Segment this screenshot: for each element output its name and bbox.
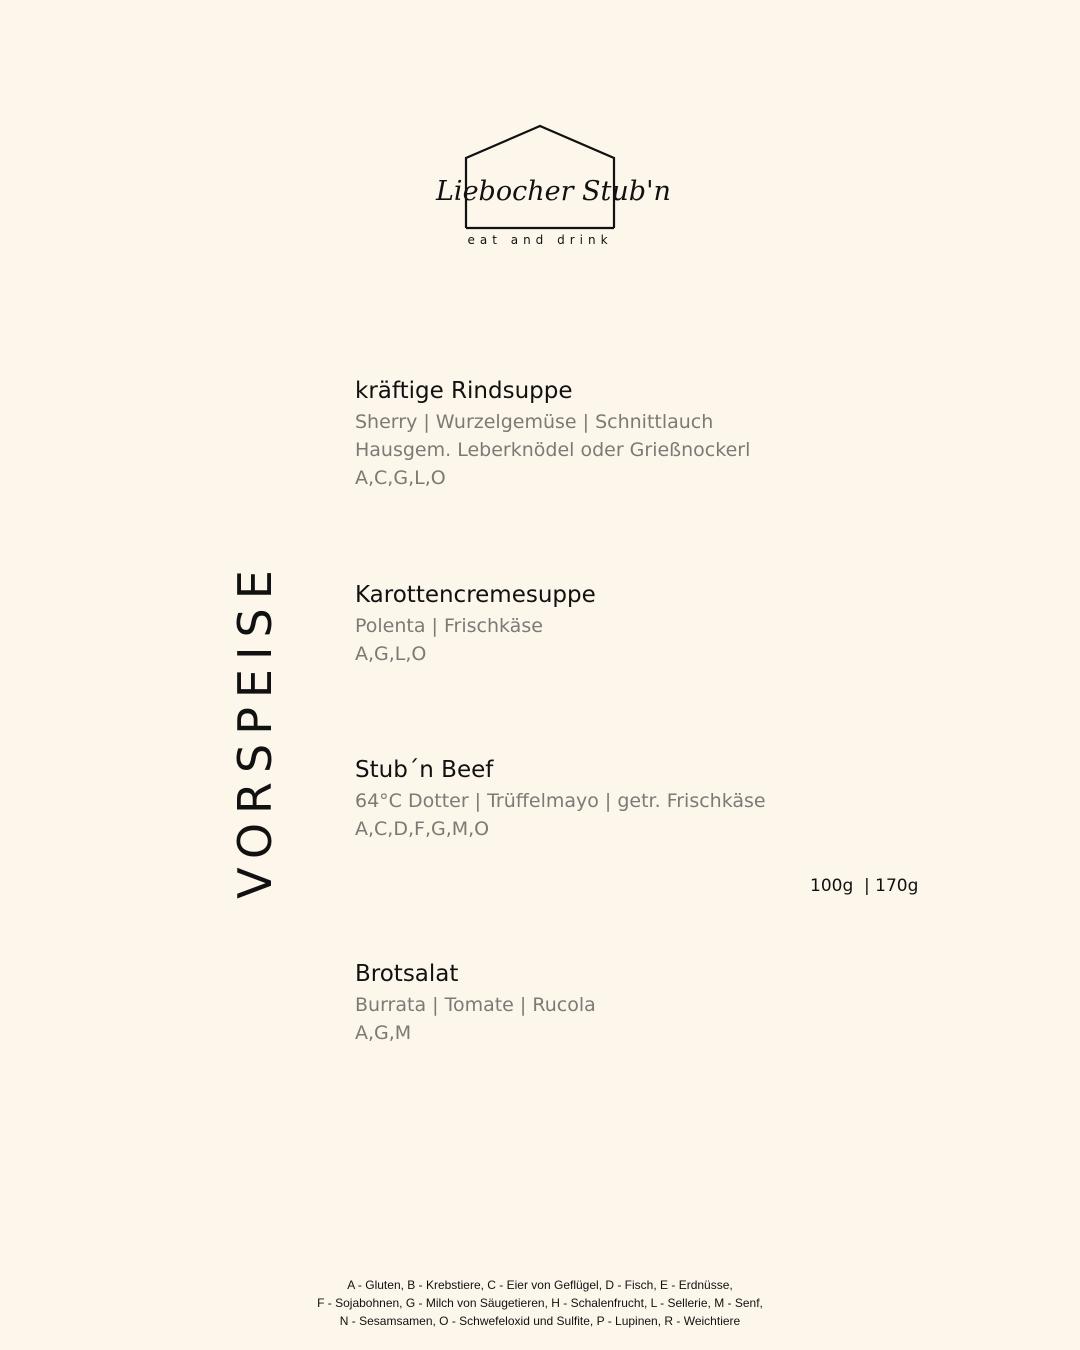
menu-item	[355, 376, 750, 492]
menu-item-description: Hausgem. Leberknödel oder Grießnockerl	[355, 439, 751, 461]
menu-item-description: Burrata | Tomate | Rucola	[355, 994, 596, 1016]
allergen-legend-line: A - Gluten, B - Krebstiere, C - Eier von Geflügel, D - Fisch, E - Erdnüsse,	[347, 1278, 733, 1292]
menu-item-description: 64°C Dotter | Trüffelmayo | getr. Frischkäse	[355, 790, 766, 812]
menu-item	[355, 959, 596, 1047]
allergen-legend-line: F - Sojabohnen, G - Milch von Säugetieren, H - Schalenfrucht, L - Sellerie, M - Senf,	[317, 1296, 763, 1310]
menu-item-price: 100g | 170g	[810, 876, 919, 896]
menu-item-name: Stub´n Beef	[355, 757, 494, 783]
brand-name: Liebocher Stub'n	[436, 176, 671, 207]
menu-item-allergens: A,C,G,L,O	[355, 467, 446, 489]
menu-item-allergens: A,C,D,F,G,M,O	[355, 818, 490, 840]
menu-item-description: Polenta | Frischkäse	[355, 615, 543, 637]
menu-item-allergens: A,G,L,O	[355, 643, 427, 665]
menu-item-description: Sherry | Wurzelgemüse | Schnittlauch	[355, 411, 714, 433]
allergen-legend-line: N - Sesamsamen, O - Schwefeloxid und Sulfite, P - Lupinen, R - Weichtiere	[339, 1314, 741, 1328]
menu-item	[355, 755, 766, 843]
menu-item-name: Brotsalat	[355, 961, 459, 987]
menu-item	[355, 580, 596, 668]
section-title: VORSPEISE	[228, 561, 282, 899]
logo	[430, 120, 671, 260]
menu-item-allergens: A,G,M	[355, 1022, 412, 1044]
menu-item-name: kräftige Rindsuppe	[355, 378, 573, 404]
menu-item-name: Karottencremesuppe	[355, 582, 596, 608]
allergen-legend	[0, 1276, 1080, 1330]
brand-tagline: eat and drink	[467, 233, 613, 247]
